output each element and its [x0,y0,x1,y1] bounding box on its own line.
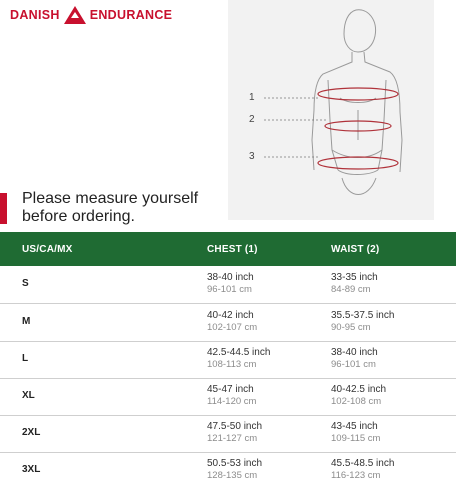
chest-cell [207,384,256,408]
header-chest: CHEST (1) [207,244,258,255]
size-label: 3XL [22,464,41,475]
chest-cell [207,272,254,296]
brand-name-part2: ENDURANCE [89,8,173,22]
intro-line-1: Please measure yourself [22,190,199,207]
waist-cell [331,310,394,334]
header-size: US/CA/MX [22,244,73,255]
chest-inch: 40-42 inch [207,310,254,321]
table-row [0,341,456,379]
size-label: S [22,278,29,289]
waist-inch: 38-40 inch [331,347,378,358]
waist-cm: 116-123 cm [331,470,381,481]
chest-cm: 102-107 cm [207,322,258,333]
measurement-figure [228,0,434,220]
marker-2: 2 [249,114,255,125]
chest-inch: 47.5-50 inch [207,421,263,432]
waist-cell [331,458,394,482]
table-row [0,415,456,453]
waist-cell [331,347,378,371]
header-waist: WAIST (2) [331,244,380,255]
table-row [0,452,456,489]
size-table-header [0,232,456,266]
accent-bar [0,193,7,224]
waist-cell [331,272,378,296]
waist-inch: 45.5-48.5 inch [331,458,395,469]
table-row [0,378,456,416]
size-label: L [22,353,29,364]
waist-inch: 40-42.5 inch [331,384,387,395]
waist-inch: 35.5-37.5 inch [331,310,395,321]
chest-cell [207,347,270,371]
chest-cell [207,458,262,482]
waist-inch: 43-45 inch [331,421,378,432]
chest-inch: 42.5-44.5 inch [207,347,271,358]
chest-cm: 114-120 cm [207,396,257,407]
intro-text [22,190,198,226]
waist-cm: 90-95 cm [331,322,371,333]
size-label: XL [22,390,35,401]
chest-inch: 45-47 inch [207,384,254,395]
chest-cm: 96-101 cm [207,284,252,295]
chest-cm: 121-127 cm [207,433,258,444]
chest-cell [207,310,257,334]
waist-cm: 96-101 cm [331,359,376,370]
size-label: 2XL [22,427,41,438]
waist-cm: 84-89 cm [331,284,371,295]
brand-name-part1: DANISH [10,8,60,22]
waist-cm: 109-115 cm [331,433,381,444]
waist-cell [331,384,386,408]
marker-1: 1 [249,92,255,103]
brand-logo [10,2,172,28]
chest-inch: 38-40 inch [207,272,254,283]
waist-cell [331,421,380,445]
chest-inch: 50.5-53 inch [207,458,263,469]
table-row [0,304,456,342]
table-row [0,266,456,304]
waist-inch: 33-35 inch [331,272,378,283]
chest-cm: 108-113 cm [207,359,257,370]
size-label: M [22,316,31,327]
waist-cm: 102-108 cm [331,396,382,407]
chest-cm: 128-135 cm [207,470,258,481]
intro-line-2: before ordering. [22,208,135,225]
chest-cell [207,421,262,445]
mountain-logo-icon [63,5,87,25]
body-outline-illustration [228,0,434,220]
marker-3: 3 [249,151,255,162]
